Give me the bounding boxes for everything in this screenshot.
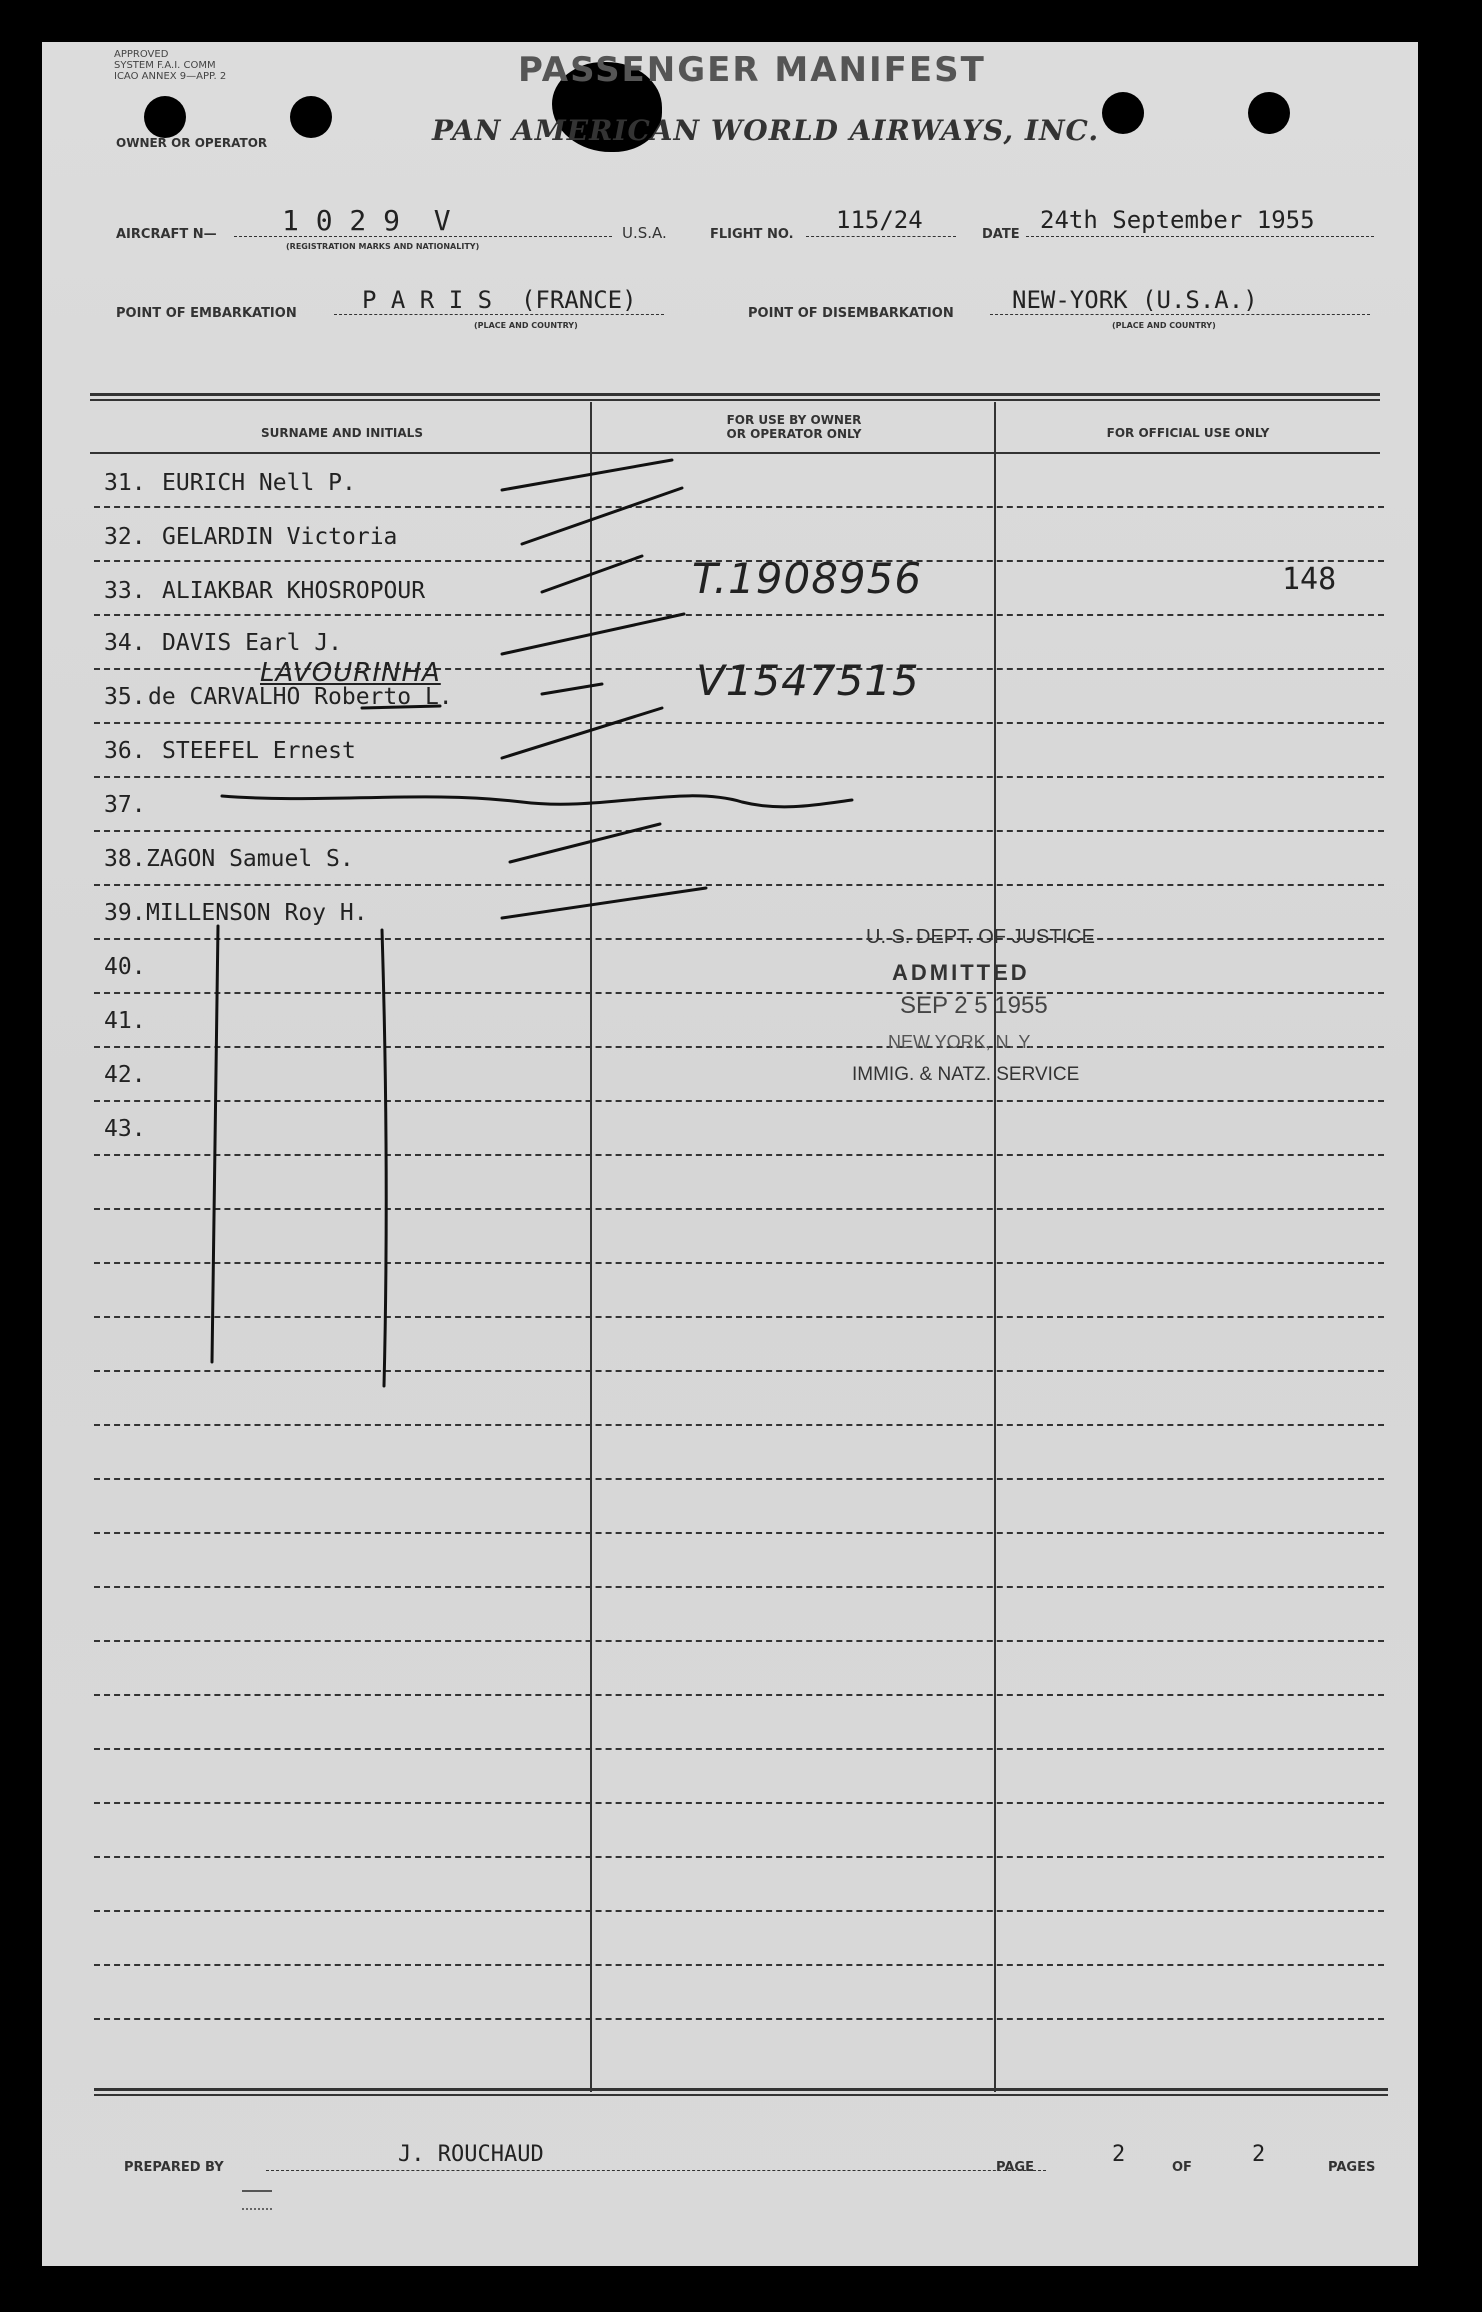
passenger-name: DAVIS Earl J. xyxy=(162,630,343,656)
admitted-stamp-line: ADMITTED xyxy=(892,960,1030,985)
page-title: PASSENGER MANIFEST xyxy=(518,50,986,90)
approval-line: ICAO ANNEX 9—APP. 2 xyxy=(114,71,227,82)
pages-label: PAGES xyxy=(1328,2160,1376,2175)
of-label: OF xyxy=(1172,2160,1192,2175)
aircraft-label: AIRCRAFT N— xyxy=(116,227,217,242)
flight-value: 115/24 xyxy=(836,206,923,234)
approval-line: APPROVED xyxy=(114,49,169,60)
passenger-name: ZAGON Samuel S. xyxy=(146,846,354,872)
row-number: 31. xyxy=(104,470,146,496)
embark-value: P A R I S (FRANCE) xyxy=(362,286,637,314)
passenger-name: MILLENSON Roy H. xyxy=(146,900,368,926)
owner-entry: V1547515 xyxy=(696,656,920,705)
disembark-value: NEW-YORK (U.S.A.) xyxy=(1012,286,1258,314)
row-number: 42. xyxy=(104,1062,146,1088)
check-stroke xyxy=(542,556,642,592)
admitted-stamp-line: U. S. DEPT. OF JUSTICE xyxy=(866,926,1095,948)
handwritten-note: LAVOURINHA xyxy=(260,658,441,688)
bracket-stroke xyxy=(362,706,440,708)
row-number: 43. xyxy=(104,1116,146,1142)
of-value: 2 xyxy=(1252,2142,1266,2167)
disembark-sublabel: (PLACE AND COUNTRY) xyxy=(1112,321,1216,330)
aircraft-value: 1 0 2 9 V xyxy=(282,204,451,237)
disembark-label: POINT OF DISEMBARKATION xyxy=(748,306,954,321)
flight-label: FLIGHT NO. xyxy=(710,227,794,242)
check-stroke xyxy=(522,488,682,544)
official-entry: 148 xyxy=(1282,562,1337,597)
admitted-stamp-line: SEP 2 5 1955 xyxy=(900,992,1048,1019)
vertical-stroke xyxy=(212,926,218,1362)
row-number: 37. xyxy=(104,792,146,818)
page-label: PAGE xyxy=(996,2160,1034,2175)
row-number: 36. xyxy=(104,738,146,764)
row-number: 39. xyxy=(104,900,146,926)
prepared-value: J. ROUCHAUD xyxy=(398,2142,544,2167)
embark-sublabel: (PLACE AND COUNTRY) xyxy=(474,321,578,330)
row-number: 38. xyxy=(104,846,146,872)
manifest-page xyxy=(42,42,1418,2266)
owner-entry: T.1908956 xyxy=(692,554,923,603)
date-value: 24th September 1955 xyxy=(1040,206,1315,234)
col-header-owner: FOR USE BY OWNER OR OPERATOR ONLY xyxy=(726,413,862,441)
passenger-name: de CARVALHO Roberto L. xyxy=(148,684,453,710)
row-number: 32. xyxy=(104,524,146,550)
check-stroke xyxy=(502,460,672,490)
check-stroke xyxy=(502,708,662,758)
row-number: 40. xyxy=(104,954,146,980)
vertical-stroke xyxy=(382,930,386,1386)
prepared-label: PREPARED BY xyxy=(124,2160,224,2175)
page-value: 2 xyxy=(1112,2142,1126,2167)
admitted-stamp-line: NEW YORK, N. Y. xyxy=(888,1032,1034,1052)
check-stroke xyxy=(502,888,706,918)
check-stroke xyxy=(502,614,684,654)
wavy-strike xyxy=(222,796,852,807)
col-header-official: FOR OFFICIAL USE ONLY xyxy=(1106,426,1270,440)
passenger-name: STEEFEL Ernest xyxy=(162,738,356,764)
check-stroke xyxy=(510,824,660,862)
row-number: 34. xyxy=(104,630,146,656)
embark-label: POINT OF EMBARKATION xyxy=(116,306,297,321)
row-number: 35. xyxy=(104,684,146,710)
check-stroke xyxy=(542,684,602,694)
col-header-surname: SURNAME AND INITIALS xyxy=(261,426,423,440)
usa-label: U.S.A. xyxy=(622,224,667,242)
operator-name: PAN AMERICAN WORLD AIRWAYS, INC. xyxy=(432,114,1100,147)
passenger-name: GELARDIN Victoria xyxy=(162,524,398,550)
row-number: 41. xyxy=(104,1008,146,1034)
passenger-name: EURICH Nell P. xyxy=(162,470,356,496)
row-number: 33. xyxy=(104,578,146,604)
admitted-stamp-line: IMMIG. & NATZ. SERVICE xyxy=(852,1064,1080,1085)
owner-label: OWNER OR OPERATOR xyxy=(116,136,268,150)
passenger-name: ALIAKBAR KHOSROPOUR xyxy=(162,578,426,604)
date-label: DATE xyxy=(982,227,1020,242)
aircraft-sublabel: (REGISTRATION MARKS AND NATIONALITY) xyxy=(286,242,480,251)
pen-marks xyxy=(42,42,1418,2266)
approval-line: SYSTEM F.A.I. COMM xyxy=(114,60,216,71)
